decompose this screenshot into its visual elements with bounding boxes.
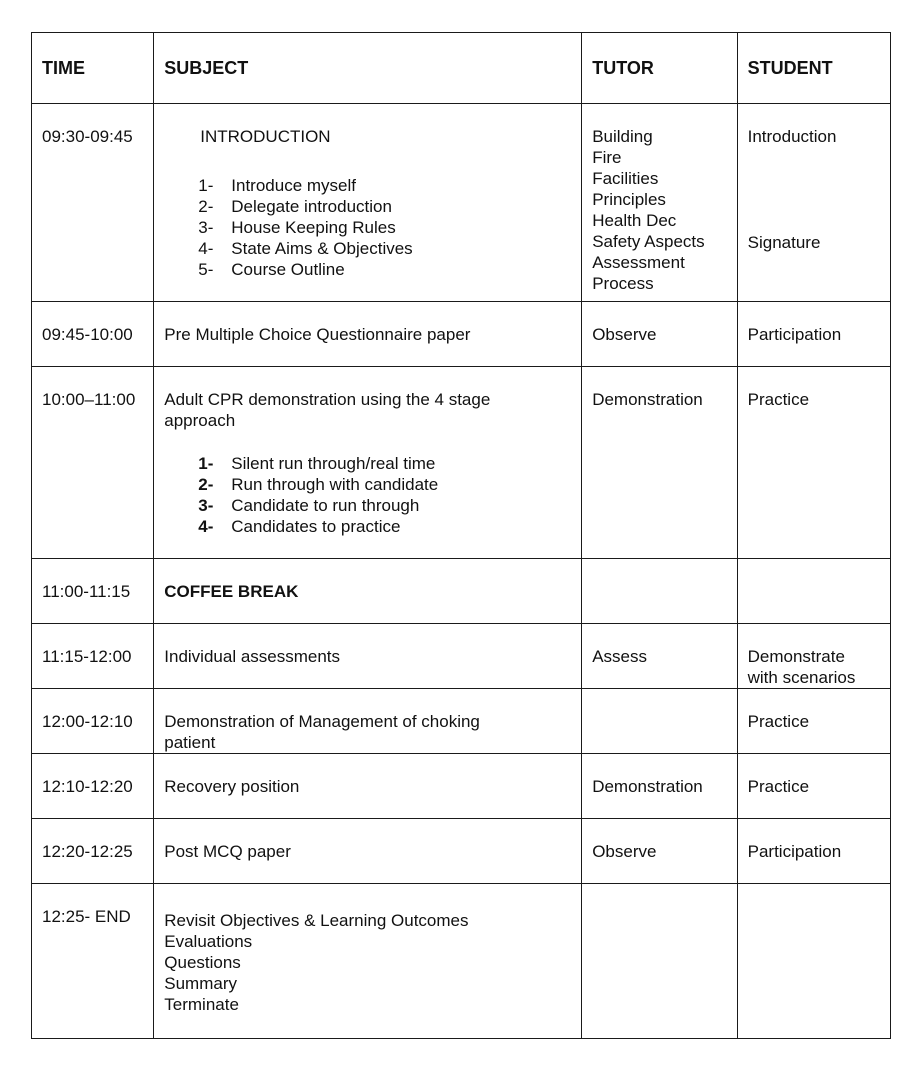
- time-cell: 10:00–11:00: [32, 367, 154, 559]
- table-row: [32, 302, 891, 367]
- subject-cell: Post MCQ paper: [154, 819, 582, 884]
- student-cell: Demonstrate with scenarios: [737, 624, 890, 689]
- subject-cell: Pre Multiple Choice Questionnaire paper: [154, 302, 582, 367]
- intro-list: [164, 175, 581, 280]
- tutor-cell: Observe: [582, 819, 737, 884]
- student-signature-text: Signature: [747, 233, 821, 252]
- header-row: [32, 33, 891, 104]
- student-cell: Practice: [737, 367, 890, 559]
- time-cell: 11:15-12:00: [32, 624, 154, 689]
- table-row: [32, 367, 891, 559]
- subject-cell: Adult CPR demonstration using the 4 stage approach 1- Silent run through/real time 2- Run through with candidate 3- Candidate to run through 4- Candidates to practice: [154, 367, 582, 559]
- list-item: 1- Silent run through/real time: [198, 454, 436, 473]
- time-cell: 12:10-12:20: [32, 754, 154, 819]
- list-item: 1- Introduce myself: [198, 176, 356, 195]
- list-item: 3- Candidate to run through: [198, 496, 420, 515]
- subject-cell: [154, 559, 582, 624]
- time-cell: [32, 104, 154, 302]
- student-cell: [737, 104, 890, 302]
- time-cell: 11:00-11:15: [32, 559, 154, 624]
- schedule-table: [31, 32, 891, 1039]
- time-text: 09:30-09:45: [42, 127, 133, 146]
- table-row: [32, 559, 891, 624]
- tutor-cell: Demonstration: [582, 754, 737, 819]
- subject-cell: Recovery position: [154, 754, 582, 819]
- subject-cell: Revisit Objectives & Learning Outcomes Evaluations Questions Summary Terminate: [154, 884, 582, 1039]
- time-cell: 12:25- END: [32, 884, 154, 1039]
- tutor-cell: Demonstration: [582, 367, 737, 559]
- student-cell: Participation: [737, 819, 890, 884]
- subject-cell: Individual assessments: [154, 624, 582, 689]
- student-cell: [737, 559, 890, 624]
- list-item: 2- Delegate introduction: [198, 197, 392, 216]
- tutor-cell: [582, 559, 737, 624]
- time-cell: 12:00-12:10: [32, 689, 154, 754]
- header-tutor: TUTOR: [582, 33, 737, 104]
- table-row: [32, 689, 891, 754]
- header-subject: SUBJECT: [154, 33, 582, 104]
- list-item: 3- House Keeping Rules: [198, 218, 396, 237]
- student-cell: Practice: [737, 754, 890, 819]
- time-cell: 09:45-10:00: [32, 302, 154, 367]
- student-text: Introduction: [747, 127, 837, 146]
- student-cell: Participation: [737, 302, 890, 367]
- tutor-cell: [582, 689, 737, 754]
- list-item: 2- Run through with candidate: [198, 475, 439, 494]
- cpr-steps-list: [164, 453, 581, 537]
- coffee-break-label: COFFEE BREAK: [164, 582, 299, 601]
- list-item: 5- Course Outline: [198, 260, 345, 279]
- tutor-cell: [582, 884, 737, 1039]
- subject-cell: Demonstration of Management of choking patient: [154, 689, 582, 754]
- tutor-lines: Building Fire Facilities Principles Health Dec Safety Aspects Assessment Process: [592, 127, 705, 293]
- student-cell: [737, 884, 890, 1039]
- table-row: [32, 819, 891, 884]
- table-row: [32, 884, 891, 1039]
- tutor-cell: Observe: [582, 302, 737, 367]
- header-student: STUDENT: [737, 33, 890, 104]
- intro-title: INTRODUCTION: [200, 127, 331, 146]
- subject-cell: [154, 104, 582, 302]
- table-row: [32, 104, 891, 302]
- list-item: 4- Candidates to practice: [198, 517, 401, 536]
- table-row: [32, 754, 891, 819]
- tutor-cell: [582, 104, 737, 302]
- list-item: 4- State Aims & Objectives: [198, 239, 413, 258]
- table-row: [32, 624, 891, 689]
- header-time: TIME: [32, 33, 154, 104]
- time-cell: 12:20-12:25: [32, 819, 154, 884]
- tutor-cell: Assess: [582, 624, 737, 689]
- student-cell: Practice: [737, 689, 890, 754]
